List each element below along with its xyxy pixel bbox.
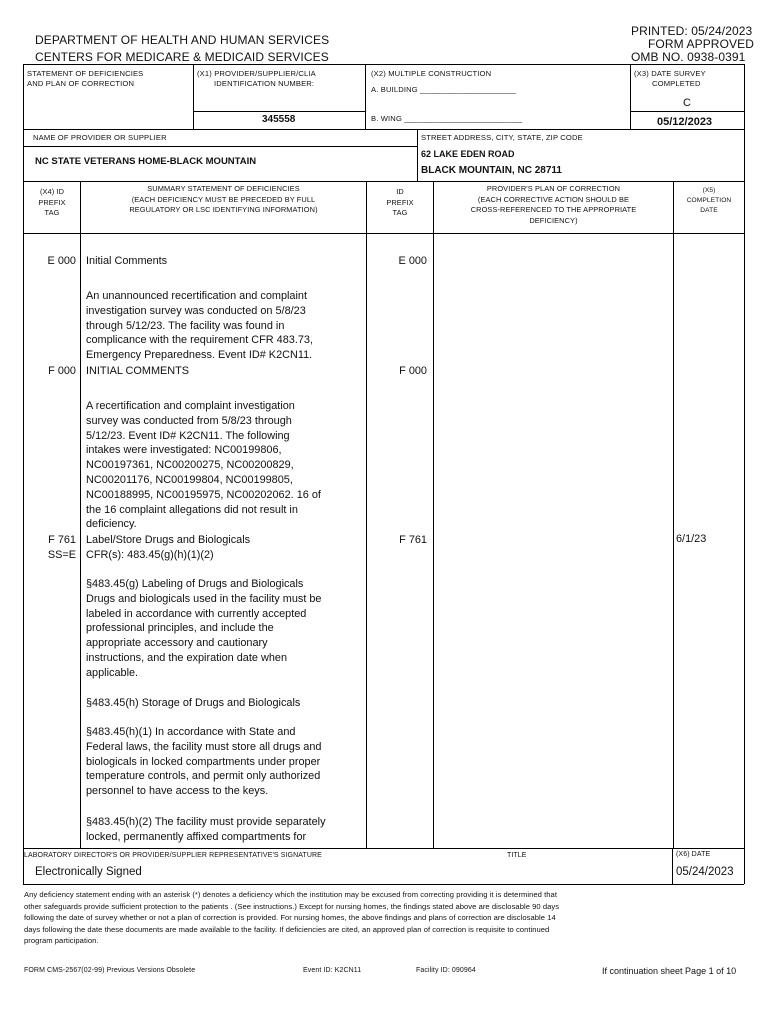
rule-provider-bottom [23, 181, 744, 182]
provider-name: NC STATE VETERANS HOME-BLACK MOUNTAIN [35, 156, 257, 167]
col-head-plan: PROVIDER'S PLAN OF CORRECTION (EACH CORRECTIVE ACTION SHOULD BE CROSS-REFERENCED TO THE APPROPRIATE DEFICIENCY) [470, 184, 637, 225]
signature-label: LABORATORY DIRECTOR'S OR PROVIDER/SUPPLIER REPRESENTATIVE'S SIGNATURE [24, 852, 322, 859]
form-number: FORM CMS-2567(02-99) Previous Versions Obsolete [24, 967, 196, 974]
x1-label-2: IDENTIFICATION NUMBER: [214, 79, 315, 88]
x1-label-1: (X1) PROVIDER/SUPPLIER/CLIA [197, 69, 316, 78]
title-label: TITLE [507, 852, 527, 859]
rule-col-summary [366, 181, 367, 848]
page-indicator: If continuation sheet Page 1 of 10 [602, 966, 737, 976]
entry-tag: F 761 [399, 534, 427, 546]
disclosure-notice: Any deficiency statement ending with an asterisk (*) denotes a deficiency which the institution may be excused from correcting providing it is determined that other safeguards provide sufficient protection to the patients . (See instructions.) Except for nursing homes, the findings stated above are disclosable 90 days following the date of survey whether or not a plan of correction is provided. For nursing homes, the above findings and plans of correction are disclosable 14 days following the date these documents are made available to the facility. If deficiencies are cited, an approved plan of correction is requisite to continued program participation. [24, 890, 560, 946]
omb-number: OMB NO. 0938-0391 [631, 50, 746, 64]
x2-label: (X2) MULTIPLE CONSTRUCTION [371, 69, 492, 78]
provider-number: 345558 [262, 114, 296, 125]
entry-prefix: F 000 [48, 365, 76, 377]
rule-col-plan [673, 181, 674, 848]
col-head-x5: (X5) COMPLETION DATE [686, 187, 732, 214]
rule-sig-date-left [672, 848, 673, 884]
rule-body-bottom [23, 848, 744, 849]
entry-text: Initial Comments [86, 255, 168, 267]
rule-address-left [417, 129, 418, 181]
rule-id-block-bottom [23, 129, 744, 130]
x3-label-1: (X3) DATE SURVEY [634, 69, 706, 78]
signature-date: 05/24/2023 [676, 866, 734, 878]
department-name: DEPARTMENT OF HEALTH AND HUMAN SERVICES [35, 33, 330, 47]
wing-line: B. WING ___________________________ [371, 114, 523, 123]
statement-label-2: AND PLAN OF CORRECTION [27, 79, 135, 88]
facility-id: Facility ID: 090964 [416, 967, 476, 974]
rule-x1-split [193, 111, 365, 112]
rule-right [744, 64, 745, 884]
rule-top [23, 64, 744, 65]
col-head-x4: (X4) ID PREFIX TAG [38, 187, 66, 218]
signature-value: Electronically Signed [35, 866, 142, 878]
x3-code: C [683, 97, 691, 109]
city-state-zip: BLACK MOUNTAIN, NC 28711 [421, 165, 562, 176]
completion-date: 6/1/23 [676, 533, 707, 545]
entry-prefix: E 000 [47, 255, 76, 267]
entry-text-body: §483.45(h)(1) In accordance with State and Federal laws, the facility must store all drugs and biologicals in locked compartments under proper temperature controls, and permit only authorized personnel to have access to the keys. [86, 726, 322, 798]
statement-label-1: STATEMENT OF DEFICIENCIES [27, 69, 144, 78]
provider-name-label: NAME OF PROVIDER OR SUPPLIER [33, 133, 167, 142]
rule-colheads-bottom [23, 233, 744, 234]
entry-text-body: §483.45(g) Labeling of Drugs and Biologicals Drugs and biologicals used in the facility must be labeled in accordance with currently accepted professional principles, and include the appropriate accessory and cautionary instructions, and the expiration date when applicable. [86, 578, 322, 679]
survey-completed-date: 05/12/2023 [657, 116, 713, 128]
rule-x1-left [193, 64, 194, 129]
entry-text-body: An unannounced recertification and complaint investigation survey was conducted on 5/8/23 through 5/12/23. The facility was found in complicance with the requirement CFR 483.73, Emergency Preparedness. Event ID# K2CN11. [86, 290, 313, 362]
signature-date-label: (X6) DATE [676, 851, 711, 858]
entry-text-body: A recertification and complaint investigation survey was conducted from 5/8/23 through 5/12/23. Event ID# K2CN11. The following intakes were investigated: NC00199806, NC00197361, NC00200275, NC00200829, NC00201176, NC00199804, NC00199805, NC00188995, NC00195975, NC00202062. 16 of the 16 complaint allegations did not result in deficiency. [86, 400, 321, 531]
printed-date: PRINTED: 05/24/2023 [631, 24, 753, 38]
entry-text-body: §483.45(h)(2) The facility must provide separately locked, permanently affixed compartments for [86, 816, 326, 843]
scope-severity: SS=E [47, 549, 76, 561]
entry-prefix: F 761 [48, 534, 76, 546]
entry-text: INITIAL COMMENTS [86, 365, 190, 377]
entry-tag: F 000 [399, 365, 427, 377]
street-address: 62 LAKE EDEN ROAD [421, 149, 515, 159]
rule-name-split [23, 146, 417, 147]
entry-tag: E 000 [398, 255, 427, 267]
rule-x3-split [630, 111, 744, 112]
building-line: A. BUILDING ______________________ [371, 85, 517, 94]
address-label: STREET ADDRESS, CITY, STATE, ZIP CODE [421, 133, 583, 142]
rule-x2-left [365, 64, 366, 129]
x3-label-2: COMPLETED [652, 79, 701, 88]
entry-text: Label/Store Drugs and Biologicals CFR(s): 483.45(g)(h)(1)(2) [86, 534, 251, 561]
col-head-id: ID PREFIX TAG [386, 187, 414, 218]
rule-col-x4 [80, 181, 81, 848]
rule-col-id [433, 181, 434, 848]
entry-text-body: §483.45(h) Storage of Drugs and Biologicals [86, 697, 301, 709]
form-approved: FORM APPROVED [648, 37, 754, 51]
col-head-summary: SUMMARY STATEMENT OF DEFICIENCIES (EACH DEFICIENCY MUST BE PRECEDED BY FULL REGULATORY OR LSC IDENTIFYING INFORMATION) [129, 184, 318, 215]
rule-x3-left [630, 64, 631, 129]
event-id: Event ID: K2CN11 [303, 967, 362, 974]
rule-signature-bottom [23, 884, 744, 885]
centers-name: CENTERS FOR MEDICARE & MEDICAID SERVICES [35, 50, 329, 64]
